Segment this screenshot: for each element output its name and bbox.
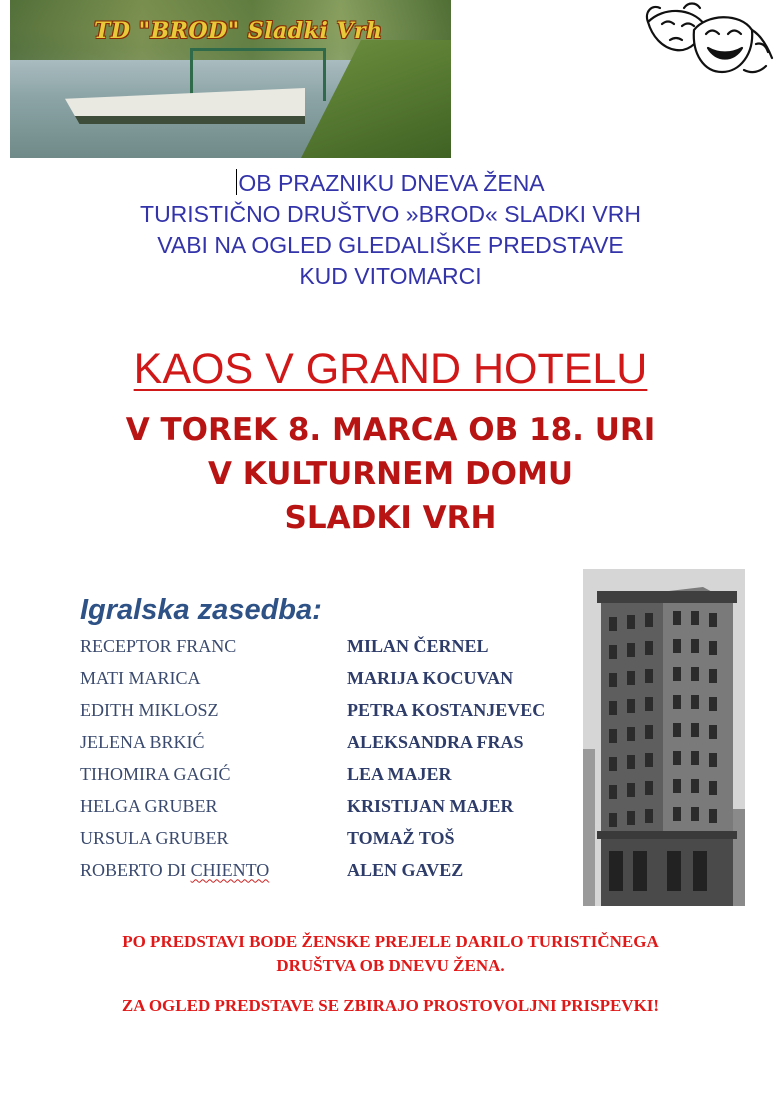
- cast-role: URSULA GRUBER: [80, 827, 229, 848]
- cast-row: [80, 790, 570, 822]
- intro-line: VABI NA OGLED GLEDALIŠKE PREDSTAVE: [157, 232, 624, 258]
- cast-heading: Igralska zasedba:: [80, 594, 322, 626]
- cast-role: MATI MARICA: [80, 667, 201, 688]
- cast-row: [80, 758, 570, 790]
- play-title: KAOS V GRAND HOTELU: [133, 345, 648, 393]
- cast-row: [80, 630, 570, 662]
- cast-actor: LEA MAJER: [347, 763, 452, 784]
- event-place: SLADKI VRH: [284, 500, 497, 536]
- cast-actor: ALEN GAVEZ: [347, 859, 464, 880]
- cast-role: HELGA GRUBER: [80, 795, 218, 816]
- cast-row: [80, 822, 570, 854]
- event-date-time: V TOREK 8. MARCA OB 18. URI: [125, 412, 656, 448]
- donations-note: ZA OGLED PREDSTAVE SE ZBIRAJO PROSTOVOLJNI PRISPEVKI!: [121, 996, 660, 1015]
- cast-actor: ALEKSANDRA FRAS: [347, 731, 524, 752]
- cast-role: ROBERTO DI CHIENTO: [80, 859, 270, 880]
- cast-row: [80, 854, 570, 886]
- cast-list: [80, 630, 570, 886]
- cast-actor: TOMAŽ TOŠ: [347, 827, 455, 848]
- cast-role: RECEPTOR FRANC: [80, 635, 237, 656]
- event-details: [0, 408, 781, 540]
- cast-actor: KRISTIJAN MAJER: [347, 795, 514, 816]
- cast-role: JELENA BRKIĆ: [80, 731, 205, 752]
- cast-row: [80, 726, 570, 758]
- grand-hotel-photo: [583, 569, 745, 906]
- gift-note: PO PREDSTAVI BODE ŽENSKE PREJELE DARILO TURISTIČNEGA DRUŠTVA OB DNEVU ŽENA.: [122, 932, 659, 975]
- cast-actor: PETRA KOSTANJEVEC: [347, 699, 546, 720]
- cast-actor: MARIJA KOCUVAN: [347, 667, 514, 688]
- intro-line: KUD VITOMARCI: [299, 263, 482, 289]
- cast-row: [80, 662, 570, 694]
- event-venue: V KULTURNEM DOMU: [207, 456, 574, 492]
- cast-role: EDITH MIKLOSZ: [80, 699, 219, 720]
- spellcheck-flagged-word: CHIENTO: [190, 859, 270, 880]
- cast-actor: MILAN ČERNEL: [347, 635, 489, 656]
- cast-role: TIHOMIRA GAGIĆ: [80, 763, 231, 784]
- photo-caption: TD "BROD" Sladki Vrh: [94, 18, 383, 44]
- cast-row: [80, 694, 570, 726]
- intro-line: OB PRAZNIKU DNEVA ŽENA: [238, 170, 545, 196]
- invitation-intro: [0, 168, 781, 292]
- theatre-masks-icon: [644, 0, 776, 80]
- header-photo: [10, 0, 451, 158]
- intro-line: TURISTIČNO DRUŠTVO »BROD« SLADKI VRH: [140, 201, 641, 227]
